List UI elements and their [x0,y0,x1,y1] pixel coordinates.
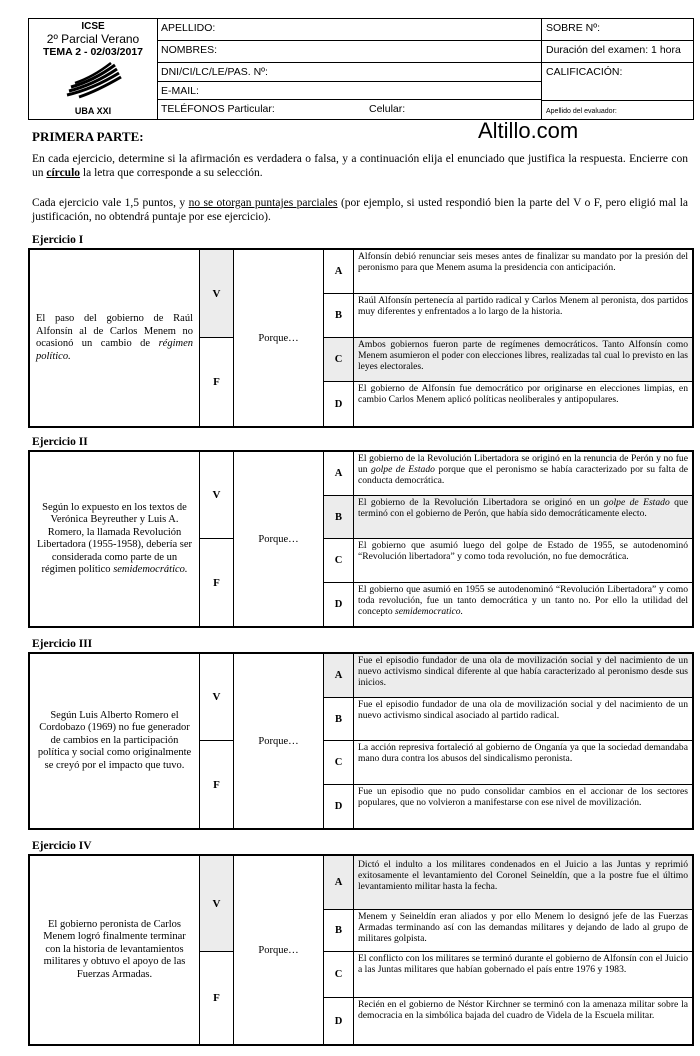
option-letter[interactable]: B [324,496,354,538]
telefonos-field[interactable] [157,100,541,119]
option-text-part: El gobierno de la Revolución Libertadora se originó en un [358,497,604,508]
option-text: Fue el episodio fundador de una ola de movilización social y del nacimiento de un nuevo activismo sindical asociado al partido radical. [358,699,688,722]
institution-name: UBA XXI [74,106,112,116]
option-letter[interactable]: D [324,583,354,626]
option-text-part: El gobierno que asumió en 1955 se autodenominó “Revolución Libertadora” y como toda revolución, fue un tanto democrática y un tanto no. Por ello la utilidad del concepto [358,584,688,618]
option-row[interactable] [324,294,692,338]
instructions-text: (por ejemplo, si usted respondió bien la parte del V o F, pero eligió mal la justificación, no obtendrá puntaje por ese ejercicio). [32,197,689,223]
option-letter[interactable]: A [324,856,354,909]
option-text-italic: golpe de Estado [603,497,670,508]
nombres-field[interactable]: NOMBRES: [157,41,541,63]
instructions-emphasis: no se otorgan puntajes parciales [188,197,338,209]
option-text-italic: golpe de Estado [371,464,435,476]
instructions-text: Cada ejercicio vale 1,5 puntos, y [32,197,189,209]
option-letter[interactable]: D [324,382,354,426]
option-row[interactable] [324,496,692,539]
exercise-3 [28,652,694,830]
course-name: ICSE [81,21,105,32]
option-letter[interactable]: B [324,294,354,337]
statement-text: Según lo expuesto en los textos de Verónica Beyreuther y Luis A. Romero, la llamada Revolución Libertadora (1955-1958), debería ser considerada como parte de un régimen político [36,501,193,575]
option-row[interactable] [324,856,692,910]
exercise-title: Ejercicio IV [32,840,92,852]
option-text-part: porque que el peronismo se había caracterizado por su falta de conducta democrática. [358,464,689,487]
statement-text: El gobierno peronista de Carlos Menem logró finalmente terminar con la historia de levantamientos militares y obtuvo el apoyo de las Fuerzas Armadas. [43,918,186,980]
telefonos-label: TELÉFONOS Particular: [161,103,275,115]
option-row[interactable] [324,785,692,828]
statement-text: El paso del gobierno de Raúl Alfonsín al de Carlos Menem no ocasionó un cambio de [36,313,193,349]
option-text: El gobierno que asumió luego del golpe de Estado de 1955, se autodenominó “Revolución libertadora” y como toda revolución, no fue democrática. [358,540,688,563]
porque-label: Porque… [234,654,324,828]
logo-column [29,19,158,119]
sobre-field: SOBRE Nº: [542,19,693,41]
option-row[interactable] [324,998,692,1044]
dni-field[interactable]: DNI/CI/LC/LE/PAS. Nº: [157,63,541,82]
option-text: Fue un episodio que no pudo consolidar cambios en el accionar de los sectores populares, que no volvieron a manifestarse con ese nivel de movilización. [358,786,688,809]
exercise-title: Ejercicio II [32,436,88,448]
option-text [358,584,688,618]
exercise-statement [30,654,200,828]
option-letter[interactable]: A [324,452,354,495]
porque-label: Porque… [234,856,324,1044]
false-option[interactable]: F [200,338,234,426]
option-letter[interactable]: C [324,539,354,582]
instructions-emphasis: círculo [46,167,81,179]
exam-name: 2º Parcial Verano [46,32,140,46]
instructions-paragraph-2 [32,196,688,224]
option-letter[interactable]: D [324,785,354,828]
option-text: El conflicto con los militares se terminó durante el gobierno de Alfonsín con el Juicio a las Juntas militares que habían gobernado el país entre 1976 y 1983. [358,953,688,976]
statement-text: Según Luis Alberto Romero el Cordobazo (1969) no fue generador de cambios en la participación política y social como originalmente se creyó por el impacto que tuvo. [37,709,192,771]
false-option[interactable]: F [200,539,234,626]
exercise-title: Ejercicio III [32,638,93,650]
true-option[interactable]: V [200,654,234,741]
option-row[interactable] [324,452,692,496]
exercise-statement [30,452,200,626]
statement-italic: régimen político. [36,338,193,362]
calificacion-field[interactable]: CALIFICACIÓN: [546,66,623,78]
option-letter[interactable]: B [324,910,354,951]
instructions-paragraph-1 [32,152,688,180]
option-letter[interactable]: C [324,952,354,997]
theme-date: TEMA 2 - 02/03/2017 [43,46,143,58]
option-letter[interactable]: A [324,654,354,697]
duracion-text: Duración del examen: 1 hora [542,41,693,63]
option-row[interactable] [324,382,692,426]
uba-logo-icon [63,61,123,99]
option-row[interactable] [324,654,692,698]
option-text: El gobierno de Alfonsín fue democrático por originarse en elecciones limpias, en cambio Carlos Menem aplicó políticas neoliberales y antipopulares. [358,383,688,406]
option-row[interactable] [324,539,692,583]
option-row[interactable] [324,338,692,382]
option-row[interactable] [324,741,692,785]
celular-label: Celular: [369,103,406,115]
option-text: Alfonsín debió renunciar seis meses antes de finalizar su mandato por la presión del peronismo para que Menem asuma la presidencia con anticipación. [358,251,688,274]
option-text [358,497,688,519]
option-letter[interactable]: A [324,250,354,293]
instructions-text: la letra que corresponde a su selección. [80,167,263,179]
option-row[interactable] [324,698,692,741]
false-option[interactable]: F [200,741,234,828]
exam-header [28,18,694,120]
option-letter[interactable]: C [324,741,354,784]
exercise-statement [30,250,200,426]
option-letter[interactable]: C [324,338,354,381]
statement-italic: semidemocrático. [113,564,188,575]
exercise-2 [28,450,694,628]
watermark: Altillo.com [478,118,579,143]
email-field[interactable]: E-MAIL: [157,82,541,100]
instructions-text: En cada ejercicio, determine si la afirmación es verdadera o falsa, y a continuación elija el enunciado que justifica la respuesta. Encierre con un [32,153,688,179]
exercise-4 [28,854,694,1046]
true-option[interactable]: V [200,250,234,338]
exercise-title: Ejercicio I [32,234,84,246]
option-text [358,453,688,487]
porque-label: Porque… [234,250,324,426]
option-text-italic: semidemocratico. [395,606,463,618]
option-text: Ambos gobiernos fueron parte de regímenes democráticos. Tanto Alfonsín como Menem asumieron el poder con elecciones libres, realizadas tal cual lo previsto en las leyes electorales. [358,339,688,373]
apellido-field[interactable]: APELLIDO: [157,19,541,41]
option-row[interactable] [324,910,692,952]
exercise-1 [28,248,694,428]
option-text: Dictó el indulto a los militares condenados en el Juicio a las Juntas y reprimió exitosamente el levantamiento del Coronel Seineldín, que a la postre fue el último levantamiento militar hasta la fecha. [358,859,688,893]
exercise-statement [30,856,200,1044]
option-text: Menem y Seineldín eran aliados y por ello Menem lo designó jefe de las Fuerzas Armadas terminando así con las demandas militares y dejando de lado al grupo de militares golpista. [358,911,688,945]
option-text: Raúl Alfonsín pertenecía al partido radical y Carlos Menem al peronista, dos partidos muy diferentes y enfrentados a lo largo de la historia. [358,295,688,318]
evaluador-field[interactable]: Apellido del evaluador: [542,100,693,119]
option-text: Recién en el gobierno de Néstor Kirchner se terminó con la amenaza militar sobre la democracia en la simbólica bajada del cuadro de Videla de la Escuela militar. [358,999,688,1022]
true-option[interactable]: V [200,452,234,539]
option-row[interactable] [324,952,692,998]
option-text: La acción represiva fortaleció al gobierno de Onganía ya que la sociedad demandaba mano dura contra los abusos del sindicalismo peronista. [358,742,688,765]
option-text-part: que terminó con el gobierno de Perón, que había sido democráticamente electo. [358,497,688,520]
option-letter[interactable]: B [324,698,354,740]
option-text: Fue el episodio fundador de una ola de movilización social y del nacimiento de un nuevo activismo sindical diferente al que había caracterizado al peronismo desde sus inicios. [358,655,688,689]
option-text-part: El gobierno de la Revolución Libertadora se originó en la renuncia de Perón y no fue un [358,453,688,476]
option-letter[interactable]: D [324,998,354,1044]
false-option[interactable]: F [200,952,234,1044]
option-row[interactable] [324,250,692,294]
true-option[interactable]: V [200,856,234,952]
section-title: PRIMERA PARTE: [32,129,144,144]
porque-label: Porque… [234,452,324,626]
option-row[interactable] [324,583,692,626]
